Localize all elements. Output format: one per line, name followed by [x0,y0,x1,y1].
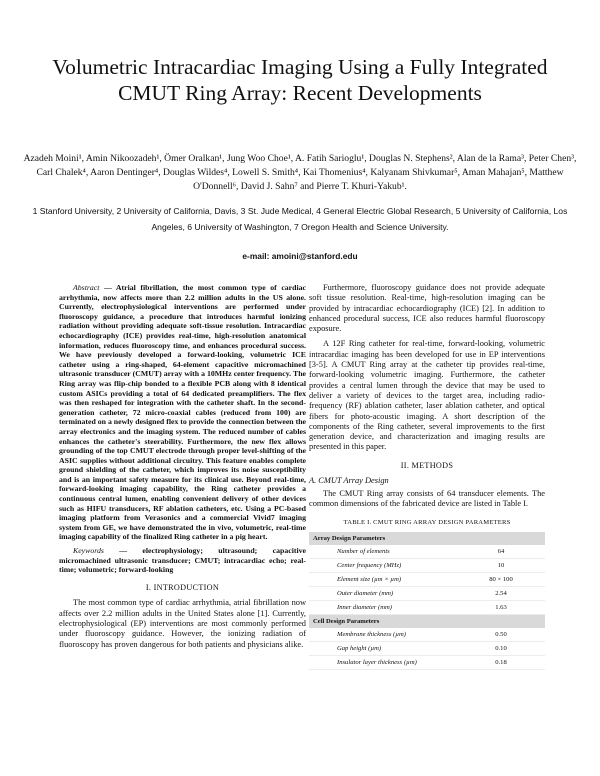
intro-paragraph: A 12F Ring catheter for real-time, forward-looking, volumetric intracardiac imaging has been developed for use in EP interventions [3-5]. A CMUT Ring array at the catheter tip provides real-time, forward-looking volumetric imaging. Furthermore, the catheter provides a central lumen through the device that may be used to deliver a variety of devices to the target area, including radio-frequency (RF) ablation catheter, laser ablation catheter, and optical fibers for photo-acoustic imaging. A short description of the components of the Ring catheter, several improvements to the first generation device, and characterization and imaging results are presented in this paper. [309,339,545,452]
table-row: Element size (µm × µm) 80 × 100 [309,573,545,587]
keywords-label: Keywords [73,546,104,556]
intro-paragraph: The most common type of cardiac arrhythmia, atrial fibrillation now affects over 2.2 million adults in the United States alone [1]. Currently, electrophysiological (EP) interventions are most commonly performed under fluoroscopy guidance. However, the ionizing radiation of fluoroscopy has proven dangerous for both patients and physicians alike. [59,598,306,649]
table-row: Inner diameter (mm) 1.63 [309,600,545,614]
intro-paragraph: Furthermore, fluoroscopy guidance does not provide adequate soft tissue resolution. Real-time, high-resolution imaging can be provided by intracardiac echocardiography (ICE) [2]. In addition to enhanced procedural success, ICE also reduces harmful fluoroscopy exposure. [309,283,545,334]
table-row: Outer diameter (mm) 2.54 [309,587,545,601]
methods-paragraph: The CMUT Ring array consists of 64 transducer elements. The common dimensions of the fabricated device are listed in Table I. [309,488,545,509]
left-column [59,283,306,650]
table-title: TABLE I. CMUT RING ARRAY DESIGN PARAMETERS [343,518,511,526]
contact-email: e-mail: amoini@stanford.edu [242,251,358,261]
table-row: Insulator layer thickness (µm) 0.18 [309,655,545,669]
table-group-header: Cell Design Parameters [309,614,545,627]
design-parameters-table [309,532,545,670]
table-row: Number of elements 64 [309,545,545,558]
table-row: Membrane thickness (µm) 0.50 [309,628,545,641]
right-column [309,283,545,670]
abstract-text: — Atrial fibrillation, the most common type of cardiac arrhythmia, now affects more than 2.2 million adults in the US alone. Currently, electrophysiological interventions are performed under fluoroscopy guidance, a procedure that introduces harmful ionizing radiation without providing adequate soft-tissue resolution. Intracardiac echocardiography (ICE) provides real-time, high-resolution anatomical information, reduces fluoroscopy time, and enhances procedural success. We have previously developed a forward-looking, volumetric ICE catheter using a ring-shaped, 64-element capacitive micromachined ultrasonic transducer (CMUT) array with a 10MHz center frequency. The Ring array was flip-chip bonded to a flexible PCB along with 8 identical custom ASICs providing a total of 64 dedicated preamplifiers. The flex was then reshaped for integration with the catheter shaft. In the second-generation catheter, 72 micro-coaxial cables (reduced from 100) are terminated on a newly designed flex to provide the connection between the array electronics and the imaging system. The reduced number of cables enhances the catheter's steerability. Furthermore, the new flex allows grounding of the top CMUT electrode through proper level-shifting of the ASIC supplies without additional circuitry. This feature enables complete ground shielding of the catheter, which improves its noise susceptibility and is an important safety measure for its clinical use. Beyond real-time, forward-looking imaging capability, the Ring catheter provides a continuous central lumen, enabling convenient delivery of other devices such as HIFU transducers, RF ablation catheters, etc. Using a PC-based imaging platform from Verasonics and a commercial Vivid7 imaging system from GE, we have demonstrated the in vivo, volumetric, real-time imaging capability of the finalized Ring catheter in a pig heart. [59,283,306,542]
keywords-text: — electrophysiology; ultrasound; capacitive micromachined ultrasonic transducer; CMUT; intracardiac echo; real-time; volumetric; forward-looking [59,546,306,575]
abstract [59,283,306,542]
affiliations: 1 Stanford University, 2 University of California, Davis, 3 St. Jude Medical, 4 General Electric Global Research, 5 University of California, Los Angeles, 6 University of Washington, 7 Oregon Health and Science University. [32,206,568,232]
abstract-label: Abstract [73,283,100,292]
section-heading-methods: II. METHODS [400,460,454,470]
author-list: Azadeh Moini¹, Amin Nikoozadeh¹, Ömer Oralkan¹, Jung Woo Choe¹, A. Fatih Sarioglu¹, Douglas N. Stephens², Alan de la Rama³, Peter Chen³, Carl Chalek⁴, Aaron Dentinger⁴, Douglas Wildes⁴, Lowell S. Smith⁴, Kai Thomenius⁴, Kalyanam Shivkumar⁵, Aman Mahajan⁵, Matthew O'Donnell⁶, David J. Sahn⁷ and Pierre T. Khuri-Yakub¹. [23,153,577,192]
table-row: Center frequency (MHz) 10 [309,559,545,573]
paper-title: Volumetric Intracardiac Imaging Using a Fully Integrated CMUT Ring Array: Recent Developments [52,55,548,105]
table-group-header: Array Design Parameters [309,532,545,545]
section-heading-introduction: I. INTRODUCTION [145,582,220,592]
table-row: Gap height (µm) 0.10 [309,641,545,655]
keywords [59,546,306,575]
subsection-heading: A. CMUT Array Design [309,476,389,486]
